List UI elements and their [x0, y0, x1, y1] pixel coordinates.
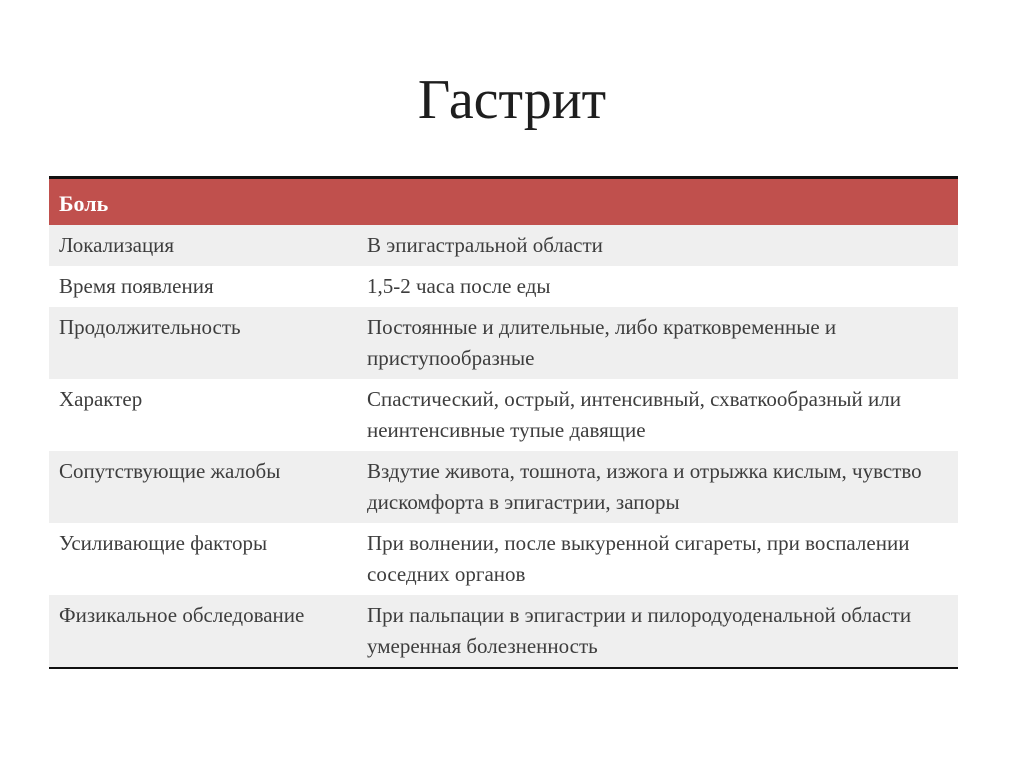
table-row — [49, 451, 958, 523]
table-row — [49, 307, 958, 379]
row-value: При волнении, после выкуренной сигареты, при воспалении соседних органов — [357, 523, 958, 595]
table-row — [49, 523, 958, 595]
row-value: При пальпации в эпигастрии и пилородуоденальной области умеренная болезненность — [357, 595, 958, 667]
table-header-pain: Боль — [49, 179, 958, 225]
slide-title: Гастрит — [417, 69, 607, 131]
row-label: Сопутствующие жалобы — [49, 451, 357, 523]
table-header-row — [49, 179, 958, 225]
row-label: Время появления — [49, 266, 357, 307]
symptom-table — [49, 176, 958, 669]
row-value: 1,5-2 часа после еды — [357, 266, 958, 307]
row-value: Спастический, острый, интенсивный, схваткообразный или неинтенсивные тупые давящие — [357, 379, 958, 451]
row-value: Постоянные и длительные, либо кратковременные и приступообразные — [357, 307, 958, 379]
row-label: Физикальное обследование — [49, 595, 357, 667]
table-row — [49, 266, 958, 307]
table-row — [49, 595, 958, 667]
row-label: Характер — [49, 379, 357, 451]
table-row — [49, 225, 958, 266]
row-value: Вздутие живота, тошнота, изжога и отрыжка кислым, чувство дискомфорта в эпигастрии, запоры — [357, 451, 958, 523]
row-label: Усиливающие факторы — [49, 523, 357, 595]
row-value: В эпигастральной области — [357, 225, 958, 266]
row-label: Продолжительность — [49, 307, 357, 379]
table-row — [49, 379, 958, 451]
row-label: Локализация — [49, 225, 357, 266]
